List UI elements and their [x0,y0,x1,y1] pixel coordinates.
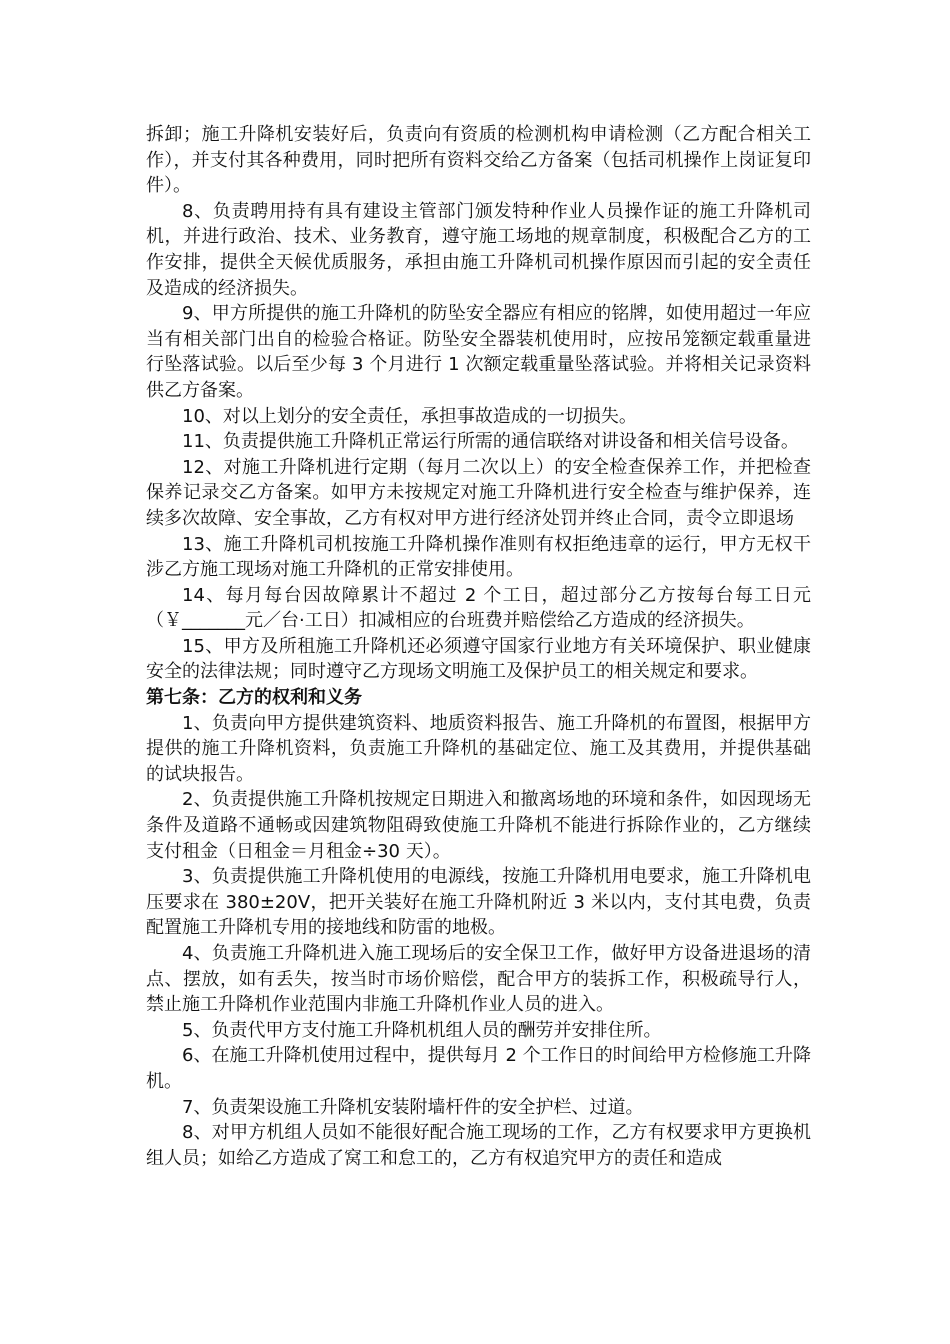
paragraph-item-14: 14、每月每台因故障累计不超过 2 个工日，超过部分乙方按每台每工日元（￥_______元／台·工日）扣减相应的台班费并赔偿给乙方造成的经济损失。 [146,584,811,632]
paragraph-item-11: 11、负责提供施工升降机正常运行所需的通信联络对讲设备和相关信号设备。 [182,431,799,453]
paragraph-b-item-6: 6、在施工升降机使用过程中，提供每月 2 个工作日的时间给甲方检修施工升降机。 [146,1045,811,1092]
paragraph-b-item-1: 1、负责向甲方提供建筑资料、地质资料报告、施工升降机的布置图，根据甲方提供的施工升降机资料，负责施工升降机的基础定位、施工及其费用，并提供基础的试块报告。 [146,712,811,785]
section-heading: 第七条：乙方的权利和义务 [146,687,362,709]
paragraph-b-item-7: 7、负责架设施工升降机安装附墙杆件的安全护栏、过道。 [182,1096,644,1118]
paragraph-item-15: 15、甲方及所租施工升降机还必须遵守国家行业地方有关环境保护、职业健康安全的法律法规；同时遵守乙方现场文明施工及保护员工的相关规定和要求。 [146,635,811,683]
paragraph-b-item-3: 3、负责提供施工升降机使用的电源线，按施工升降机用电要求，施工升降机电压要求在 380±20V，把开关装好在施工升降机附近 3 米以内，支付其电费，负责配置施工升降机专用的接地线和防雷的地极。 [146,866,811,939]
paragraph-b-item-2: 2、负责提供施工升降机按规定日期进入和撤离场地的环境和条件，如因现场无条件及道路不通畅或因建筑物阻碍致使施工升降机不能进行拆除作业的，乙方继续支付租金（日租金＝月租金÷30 天）。 [146,789,811,862]
paragraph-item-10: 10、对以上划分的安全责任，承担事故造成的一切损失。 [182,405,637,427]
paragraph-item-12: 12、对施工升降机进行定期（每月二次以上）的安全检查保养工作，并把检查保养记录交乙方备案。如甲方未按规定对施工升降机进行安全检查与维护保养，连续多次故障、安全事故，乙方有权对甲方进行经济处罚并终止合同，责令立即退场 [146,456,811,529]
paragraph-item-13: 13、施工升降机司机按施工升降机操作准则有权拒绝违章的运行，甲方无权干涉乙方施工现场对施工升降机的正常安排使用。 [146,533,811,581]
paragraph-b-item-5: 5、负责代甲方支付施工升降机机组人员的酬劳并安排住所。 [182,1019,662,1041]
document-page [146,122,811,1171]
paragraph-continuation: 拆卸；施工升降机安装好后，负责向有资质的检测机构申请检测（乙方配合相关工作），并支付其各种费用，同时把所有资料交给乙方备案（包括司机操作上岗证复印件）。 [146,124,811,197]
paragraph-b-item-8: 8、对甲方机组人员如不能很好配合施工现场的工作，乙方有权要求甲方更换机组人员；如给乙方造成了窝工和怠工的，乙方有权追究甲方的责任和造成 [146,1122,811,1169]
paragraph-item-9: 9、甲方所提供的施工升降机的防坠安全器应有相应的铭牌，如使用超过一年应当有相关部门出自的检验合格证。防坠安全器装机使用时，应按吊笼额定载重量进行坠落试验。以后至少每 3 个月进行 1 次额定载重量坠落试验。并将相关记录资料供乙方备案。 [146,303,811,401]
paragraph-b-item-4: 4、负责施工升降机进入施工现场后的安全保卫工作，做好甲方设备进退场的清点、摆放，如有丢失，按当时市场价赔偿，配合甲方的装拆工作，积极疏导行人，禁止施工升降机作业范围内非施工升降机作业人员的进入。 [146,943,811,1016]
paragraph-item-8: 8、负责聘用持有具有建设主管部门颁发特种作业人员操作证的施工升降机司机，并进行政治、技术、业务教育，遵守施工场地的规章制度，积极配合乙方的工作安排，提供全天候优质服务，承担由施工升降机司机操作原因而引起的安全责任及造成的经济损失。 [146,200,811,299]
